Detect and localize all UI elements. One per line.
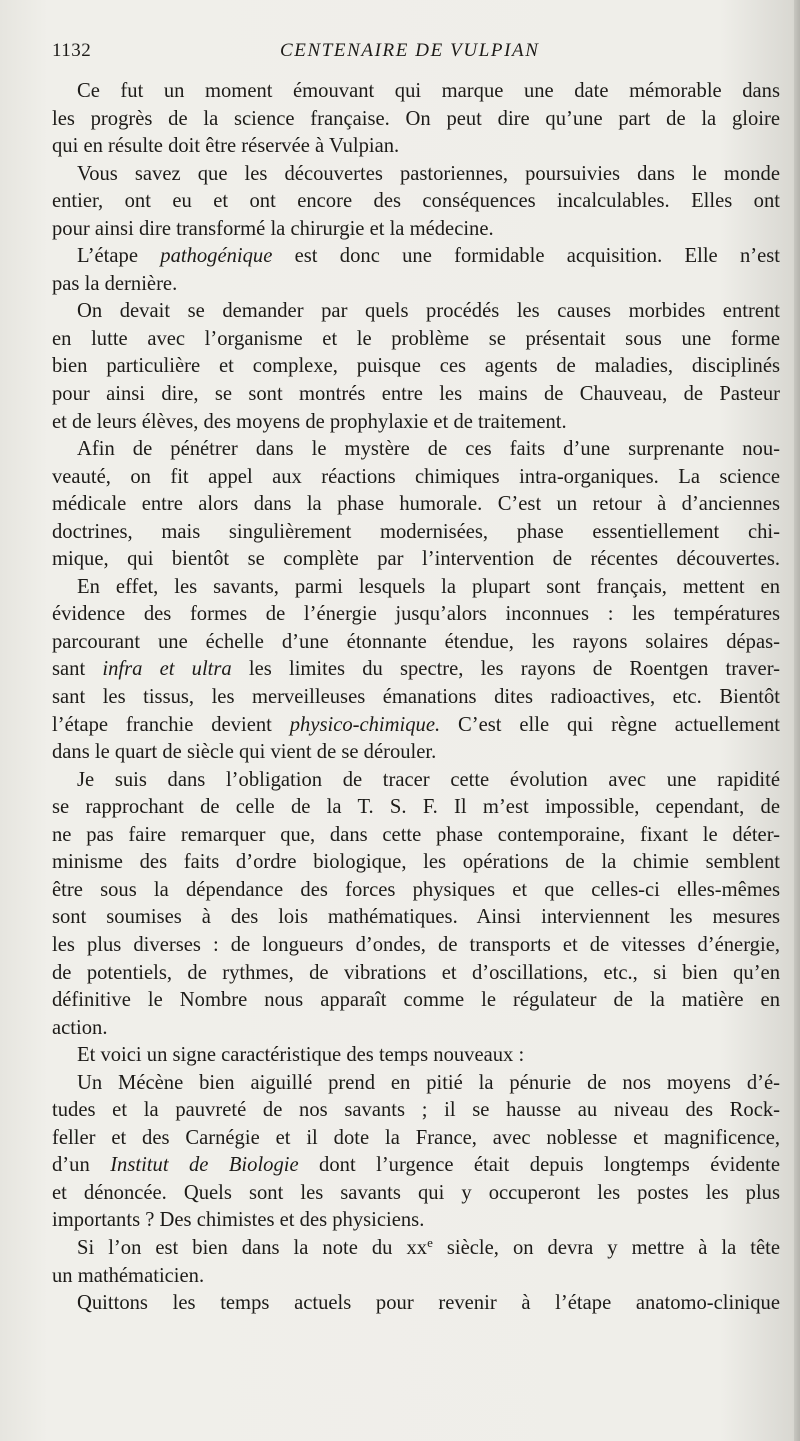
text-run: sont soumises à des lois mathématiques. Ainsi interviennent les mesures (52, 906, 780, 929)
text-run: parcourant une échelle d’une étonnante étendue, les rayons solaires dépas- (52, 630, 780, 653)
page-number: 1132 (52, 40, 92, 61)
italic-term: physico-chimique. (289, 713, 441, 736)
text-run: Un Mécène bien aiguillé prend en pitié la pénurie de nos moyens d’é- (77, 1071, 780, 1094)
text-line (52, 106, 780, 134)
text-run: d’un (52, 1154, 111, 1177)
text-run: et de leurs élèves, des moyens de prophylaxie et de traitement. (52, 410, 567, 433)
text-line (52, 822, 780, 850)
text-run: bien particulière et complexe, puisque ces agents de maladies, disciplinés (52, 355, 780, 378)
text-line (52, 1263, 780, 1291)
text-line (52, 904, 780, 932)
text-run: qui en résulte doit être réservée à Vulpian. (52, 135, 400, 158)
text-run: les limites du spectre, les rayons de Roentgen traver- (231, 658, 781, 681)
text-run: définitive le Nombre nous apparaît comme le régulateur de la matière en (52, 989, 780, 1012)
text-run: action. (52, 1016, 108, 1039)
text-run: En effet, les savants, parmi lesquels la plupart sont français, mettent en (77, 575, 780, 598)
text-run: L’étape (77, 245, 161, 268)
text-run: Je suis dans l’obligation de tracer cette évolution avec une rapidité (77, 768, 780, 791)
text-run: tudes et la pauvreté de nos savants ; il se hausse au niveau des Rock- (52, 1099, 780, 1122)
superscript: e (427, 1234, 433, 1250)
running-header (52, 40, 782, 66)
italic-term: infra et ultra (102, 658, 232, 681)
text-run: veauté, on fit appel aux réactions chimiques intra-organiques. La science (52, 465, 780, 488)
text-line (52, 987, 780, 1015)
text-run: dans le quart de siècle qui vient de se dérouler. (52, 741, 437, 764)
text-line (52, 932, 780, 960)
text-run: l’étape franchie devient (52, 713, 290, 736)
text-line (52, 298, 780, 326)
text-line (52, 849, 780, 877)
text-run: un mathématicien. (52, 1264, 205, 1287)
text-line (52, 601, 780, 629)
text-run: C’est elle qui règne actuellement (440, 713, 780, 736)
body-text (52, 78, 780, 1318)
text-line (52, 960, 780, 988)
text-run: et dénoncée. Quels sont les savants qui y occuperont les postes les plus (52, 1181, 780, 1204)
text-run: Afin de pénétrer dans le mystère de ces faits d’une surprenante nou- (77, 438, 780, 461)
text-run: est donc une formidable acquisition. Elle n’est (272, 245, 780, 268)
text-line (52, 271, 780, 299)
text-line (52, 491, 780, 519)
text-line (52, 519, 780, 547)
text-run: entier, ont eu et ont encore des conséquences incalculables. Elles ont (52, 190, 780, 213)
text-line (52, 353, 780, 381)
italic-term: pathogénique (160, 245, 273, 268)
text-run: évidence des formes de l’énergie jusqu’alors inconnues : les températures (52, 603, 780, 626)
text-run: dont l’urgence était depuis longtemps évidente (298, 1154, 780, 1177)
text-line (52, 216, 780, 244)
text-line (52, 436, 780, 464)
page-spine-shadow (794, 0, 800, 1441)
text-line (52, 78, 780, 106)
text-run: en lutte avec l’organisme et le problème se présentait sous une forme (52, 327, 780, 350)
text-line (52, 1180, 780, 1208)
text-run: feller et des Carnégie et il dote la France, avec noblesse et magnificence, (52, 1126, 780, 1149)
text-run: médicale entre alors dans la phase humorale. C’est un retour à d’anciennes (52, 493, 780, 516)
text-run: pour ainsi dire, se sont montrés entre les mains de Chauveau, de Pasteur (52, 383, 780, 406)
text-run: se rapprochant de celle de la T. S. F. Il m’est impossible, cependant, de (52, 796, 780, 819)
text-run: siècle, on devra y mettre à la tête (432, 1236, 781, 1259)
text-run: les plus diverses : de longueurs d’ondes, de transports et de vitesses d’énergie, (52, 933, 780, 956)
text-run: On devait se demander par quels procédés les causes morbides entrent (77, 300, 780, 323)
text-run: mique, qui bientôt se complète par l’intervention de récentes découvertes. (52, 548, 780, 571)
text-line (52, 794, 780, 822)
text-line (52, 1070, 780, 1098)
text-line (52, 629, 780, 657)
text-line (52, 1207, 780, 1235)
text-line (52, 546, 780, 574)
text-line (52, 684, 780, 712)
text-run: Si l’on est bien dans la note du xx (77, 1236, 428, 1259)
italic-term: Institut de Biologie (110, 1154, 299, 1177)
text-run: Vous savez que les découvertes pastoriennes, poursuivies dans le monde (77, 162, 780, 185)
text-line (52, 1042, 780, 1070)
running-title: CENTENAIRE DE VULPIAN (280, 40, 540, 61)
text-run: sant (52, 658, 103, 681)
text-line (52, 574, 780, 602)
text-run: sant les tissus, les merveilleuses émanations dites radioactives, etc. Bientôt (52, 686, 780, 709)
text-line (52, 326, 780, 354)
text-line (52, 464, 780, 492)
text-line (52, 739, 780, 767)
text-run: les progrès de la science française. On peut dire qu’une part de la gloire (52, 107, 780, 130)
text-line (52, 1152, 780, 1180)
text-line (52, 1125, 780, 1153)
text-line (52, 409, 780, 437)
text-line (52, 1290, 780, 1318)
text-run: Et voici un signe caractéristique des temps nouveaux : (77, 1044, 525, 1067)
text-run: Quittons les temps actuels pour revenir à l’étape anatomo-clinique (77, 1292, 780, 1315)
text-run: pour ainsi dire transformé la chirurgie et la médecine. (52, 217, 494, 240)
text-line (52, 188, 780, 216)
text-line (52, 712, 780, 740)
text-run: ne pas faire remarquer que, dans cette phase contemporaine, fixant le déter- (52, 823, 780, 846)
text-run: doctrines, mais singulièrement modernisées, phase essentiellement chi- (52, 520, 780, 543)
text-line (52, 767, 780, 795)
text-line (52, 656, 780, 684)
text-line (52, 133, 780, 161)
text-line (52, 877, 780, 905)
text-run: être sous la dépendance des forces physiques et que celles-ci elles-mêmes (52, 878, 780, 901)
text-line (52, 1235, 780, 1263)
text-line (52, 1015, 780, 1043)
text-run: importants ? Des chimistes et des physiciens. (52, 1209, 425, 1232)
text-line (52, 243, 780, 271)
text-run: pas la dernière. (52, 272, 178, 295)
text-line (52, 161, 780, 189)
text-line (52, 381, 780, 409)
text-run: minisme des faits d’ordre biologique, les opérations de la chimie semblent (52, 851, 780, 874)
text-run: de potentiels, de rythmes, de vibrations et d’oscillations, etc., si bien qu’en (52, 961, 780, 984)
text-run: Ce fut un moment émouvant qui marque une date mémorable dans (77, 80, 780, 102)
text-line (52, 1097, 780, 1125)
